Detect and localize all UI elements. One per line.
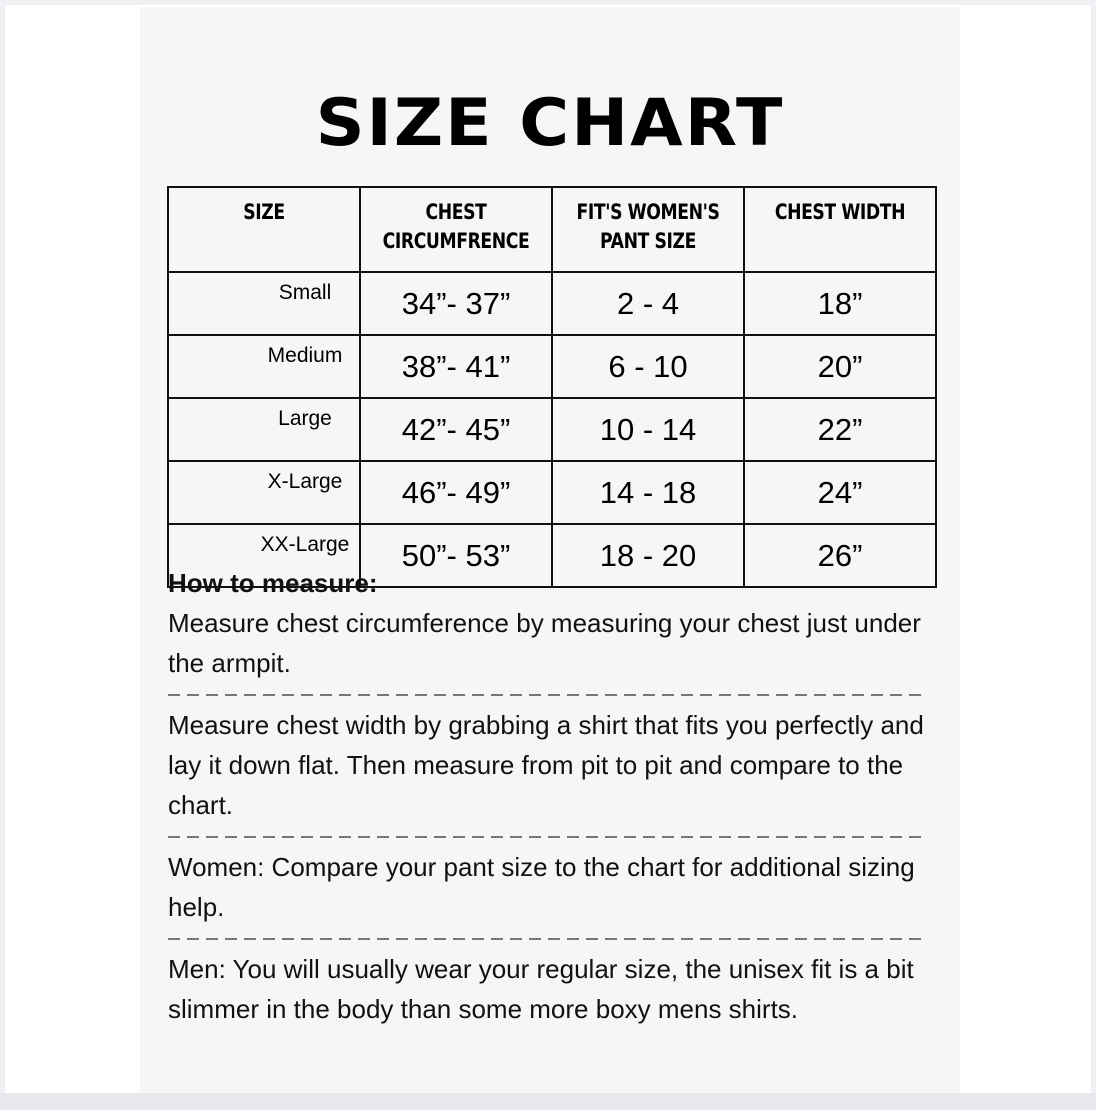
size-cell: XX-Large	[168, 524, 360, 587]
header-chest-width: CHEST WIDTH	[744, 187, 936, 272]
pant-cell: 14 - 18	[552, 461, 744, 524]
table-row	[168, 398, 936, 461]
width-cell: 18”	[744, 272, 936, 335]
chest-cell: 38”- 41”	[360, 335, 552, 398]
dashed-divider	[168, 683, 948, 705]
pant-cell: 6 - 10	[552, 335, 744, 398]
chest-cell: 34”- 37”	[360, 272, 552, 335]
men-instruction: Men: You will usually wear your regular size, the unisex fit is a bit slimmer in the body than some more boxy mens shirts.	[168, 954, 914, 1024]
pant-cell: 2 - 4	[552, 272, 744, 335]
women-instruction: Women: Compare your pant size to the chart for additional sizing help.	[168, 852, 915, 922]
width-cell: 22”	[744, 398, 936, 461]
size-cell: X-Large	[168, 461, 360, 524]
table-row	[168, 272, 936, 335]
dashed-divider	[168, 825, 948, 847]
chest-circumference-instruction: Measure chest circumference by measuring your chest just under the armpit.	[168, 608, 921, 678]
width-cell: 20”	[744, 335, 936, 398]
table-header-row	[168, 187, 936, 272]
bottom-margin	[0, 1093, 1096, 1110]
size-table	[167, 186, 937, 588]
chest-cell: 42”- 45”	[360, 398, 552, 461]
measuring-instructions	[168, 563, 948, 1029]
table-row	[168, 335, 936, 398]
size-cell: Large	[168, 398, 360, 461]
dashed-divider	[168, 927, 948, 949]
header-size: SIZE	[168, 187, 360, 272]
chest-cell: 50”- 53”	[360, 524, 552, 587]
instructions-heading: How to measure:	[168, 568, 378, 598]
header-womens-pant-size: FIT'S WOMEN'S PANT SIZE	[552, 187, 744, 272]
size-cell: Small	[168, 272, 360, 335]
header-chest-circumference: CHEST CIRCUMFRENCE	[360, 187, 552, 272]
pant-cell: 10 - 14	[552, 398, 744, 461]
size-cell: Medium	[168, 335, 360, 398]
chest-width-instruction: Measure chest width by grabbing a shirt that fits you perfectly and lay it down flat. Then measure from pit to pit and compare to the chart.	[168, 710, 924, 820]
width-cell: 26”	[744, 524, 936, 587]
pant-cell: 18 - 20	[552, 524, 744, 587]
table-row	[168, 461, 936, 524]
page-title: SIZE CHART	[315, 86, 785, 162]
chest-cell: 46”- 49”	[360, 461, 552, 524]
width-cell: 24”	[744, 461, 936, 524]
